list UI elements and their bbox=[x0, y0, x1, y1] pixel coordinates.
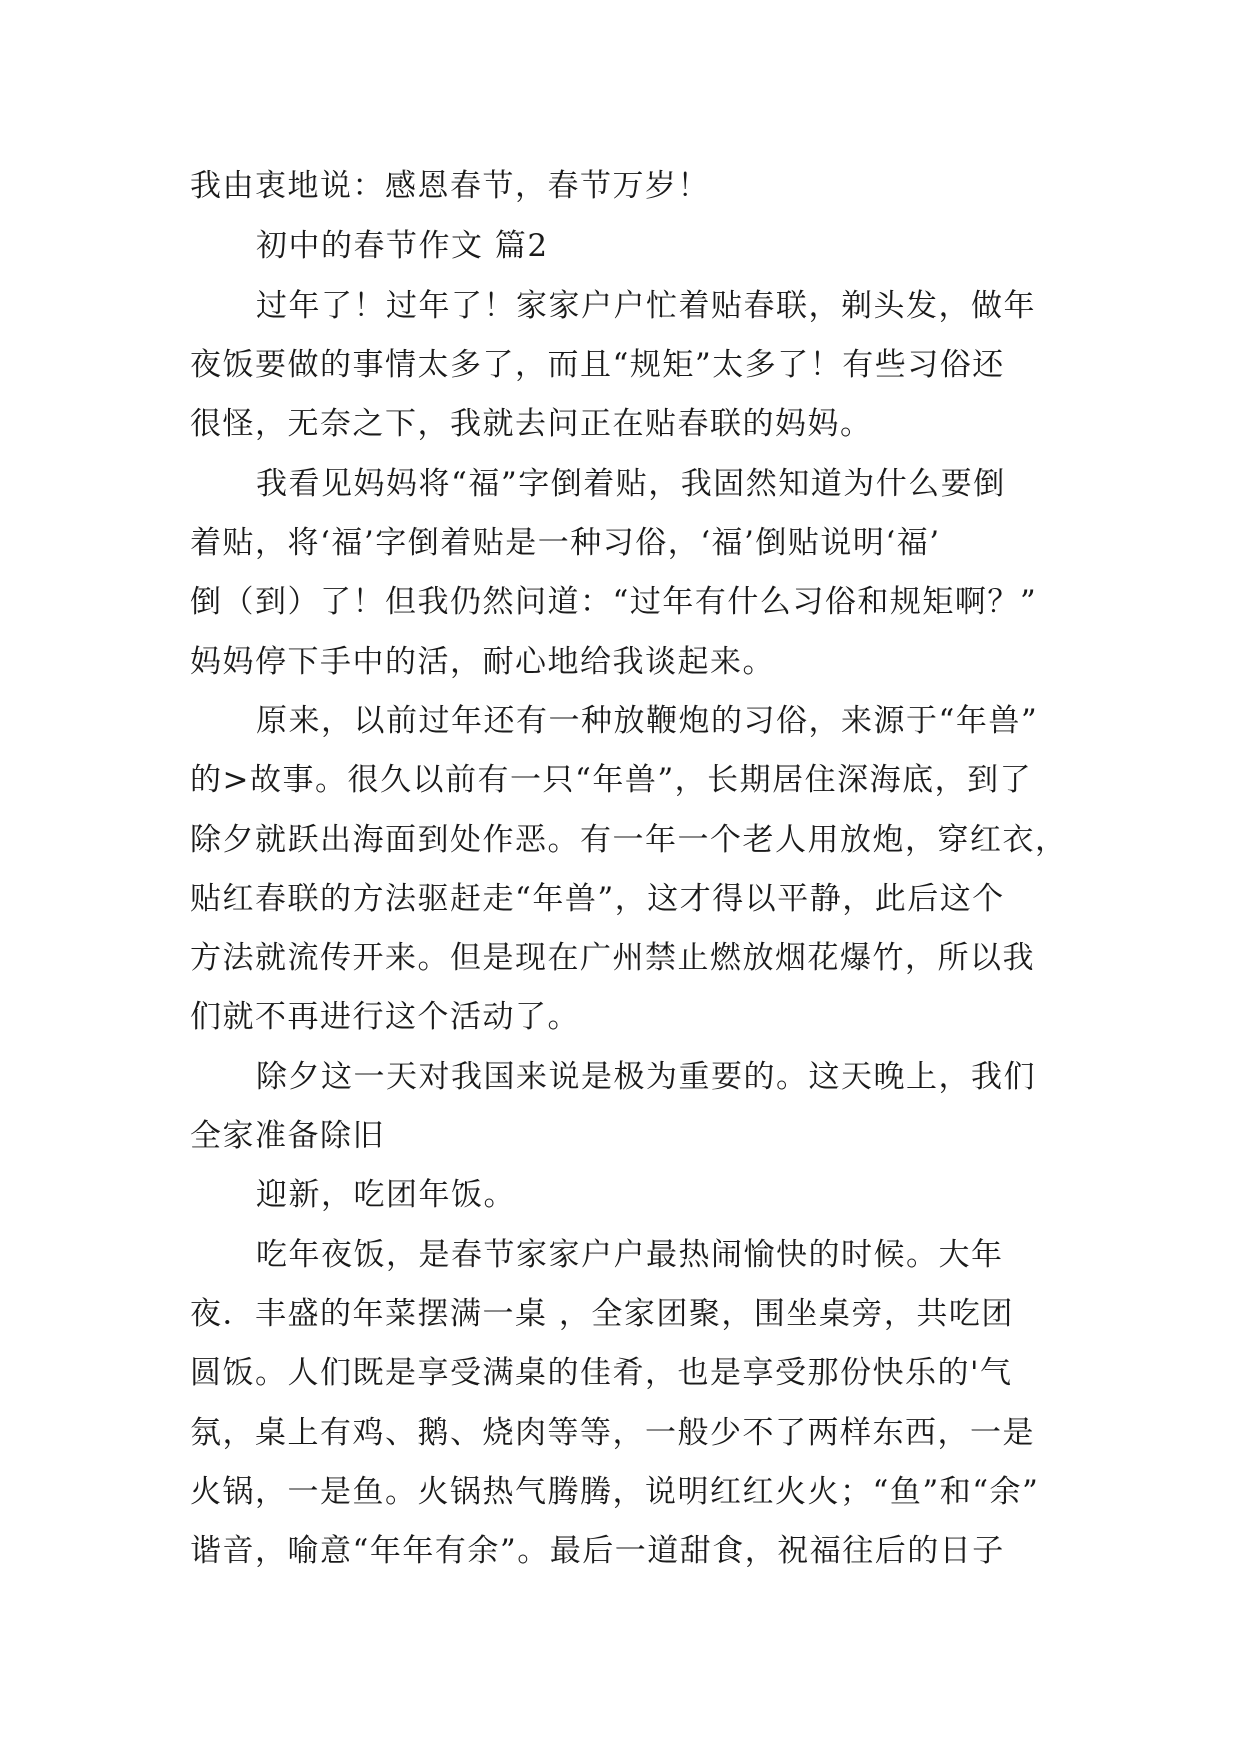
text-line: 火锅，一是鱼。火锅热气腾腾，说明红红火火；“鱼”和“余” bbox=[190, 1474, 1040, 1510]
text-line: 全家准备除旧 bbox=[190, 1118, 385, 1154]
text-line: 圆饭。人们既是享受满桌的佳肴，也是享受那份快乐的'气 bbox=[190, 1355, 1013, 1391]
text-line: 谐音，喻意“年年有余”。最后一道甜食，祝福往后的日子 bbox=[190, 1533, 1005, 1569]
text-line: 迎新，吃团年饭。 bbox=[256, 1177, 516, 1213]
text-line: 妈妈停下手中的活，耐心地给我谈起来。 bbox=[190, 644, 775, 680]
text-line: 原来，以前过年还有一种放鞭炮的习俗，来源于“年兽” bbox=[256, 703, 1039, 739]
text-line: 我看见妈妈将“福”字倒着贴，我固然知道为什么要倒 bbox=[256, 466, 1006, 502]
text-line: 倒（到）了！但我仍然问道：“过年有什么习俗和规矩啊？” bbox=[190, 584, 1038, 620]
text-line: 除夕就跃出海面到处作恶。有一年一个老人用放炮，穿红衣， bbox=[190, 822, 1068, 858]
text-line: 方法就流传开来。但是现在广州禁止燃放烟花爆竹，所以我 bbox=[190, 940, 1035, 976]
text-line: 过年了！过年了！家家户户忙着贴春联，剃头发，做年 bbox=[256, 288, 1036, 324]
text-line: 夜．丰盛的年菜摆满一桌 ，全家团聚，围坐桌旁，共吃团 bbox=[190, 1296, 1014, 1332]
text-line: 除夕这一天对我国来说是极为重要的。这天晚上，我们 bbox=[256, 1059, 1036, 1095]
text-line: 夜饭要做的事情太多了，而且“规矩”太多了！有些习俗还 bbox=[190, 347, 1005, 383]
text-line: 我由衷地说：感恩春节，春节万岁！ bbox=[190, 168, 710, 204]
text-line: 的>故事。很久以前有一只“年兽”，长期居住深海底，到了 bbox=[190, 762, 1033, 798]
text-line: 贴红春联的方法驱赶走“年兽”，这才得以平静，此后这个 bbox=[190, 881, 1005, 917]
text-line: 很怪，无奈之下，我就去问正在贴春联的妈妈。 bbox=[190, 406, 873, 442]
text-line: 们就不再进行这个活动了。 bbox=[190, 999, 580, 1035]
text-line: 吃年夜饭，是春节家家户户最热闹愉快的时候。大年 bbox=[256, 1237, 1004, 1273]
section-heading: 初中的春节作文 篇2 bbox=[256, 228, 549, 264]
text-line: 氛，桌上有鸡、鹅、烧肉等等，一般少不了两样东西，一是 bbox=[190, 1415, 1035, 1451]
text-line: 着贴，将‘福’字倒着贴是一种习俗，‘福’倒贴说明‘福’ bbox=[190, 525, 941, 561]
